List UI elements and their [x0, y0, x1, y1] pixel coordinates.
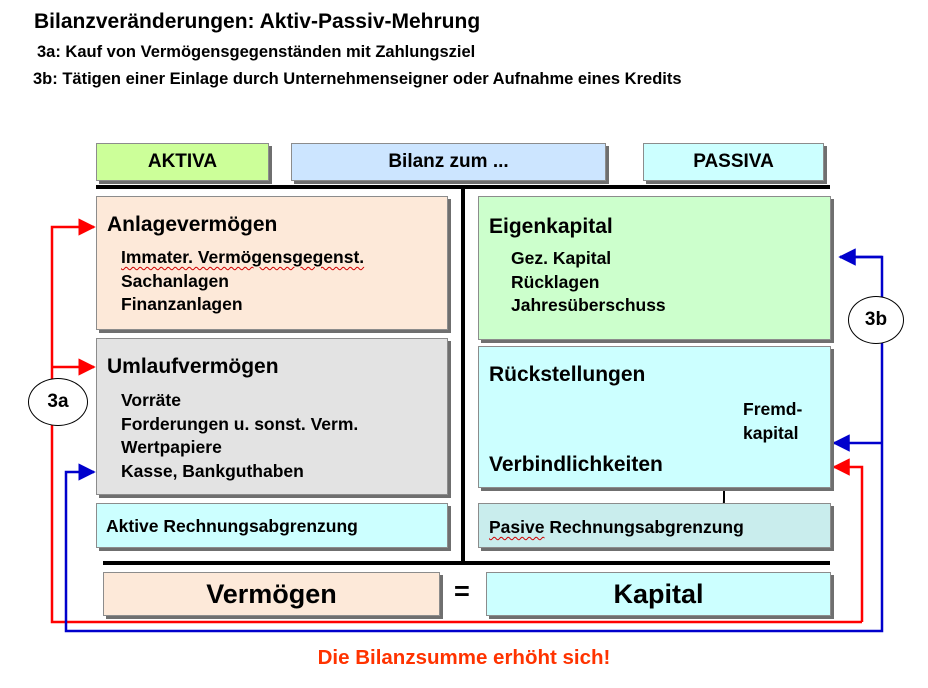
- fremdkapital-label-line1: Fremd-: [743, 399, 803, 419]
- umlauf-item-wertpapiere: Wertpapiere: [121, 437, 222, 457]
- aktiva-header-label: AKTIVA: [147, 151, 218, 172]
- badge-3b: [848, 296, 904, 344]
- subtitle-3a: 3a: Kauf von Vermögensgegenständen mit Zahlungsziel: [37, 43, 476, 61]
- passiva-header: [643, 143, 824, 181]
- eigen-item-jahresueberschuss: Jahresüberschuss: [511, 295, 666, 315]
- aktiva-header: [96, 143, 269, 181]
- anlage-item-immateriell: Immater. Vermögensgegenst.: [121, 247, 365, 267]
- page-title: Bilanzveränderungen: Aktiv-Passiv-Mehrung: [34, 10, 481, 33]
- anlagevermoegen-title: Anlagevermögen: [107, 213, 278, 236]
- rueckstellungen-title: Rückstellungen: [489, 363, 646, 386]
- vermoegen-total-box: [103, 572, 440, 616]
- bilanz-header-label: Bilanz zum ...: [388, 151, 509, 172]
- umlauf-item-kasse: Kasse, Bankguthaben: [121, 460, 304, 481]
- aktive-rechnungsabgrenzung-label: Aktive Rechnungsabgrenzung: [106, 516, 358, 536]
- anlage-item-sachanlagen: Sachanlagen: [121, 270, 229, 291]
- badge-3b-label: 3b: [864, 309, 888, 330]
- anlage-item-finanzanlagen: Finanzanlagen: [121, 294, 243, 314]
- umlaufvermoegen-box: [96, 338, 448, 495]
- red-arrow-verbind: [834, 467, 862, 622]
- eigenkapital-title: Eigenkapital: [489, 215, 613, 238]
- umlauf-item-vorraete: Vorräte: [121, 390, 181, 410]
- eigen-item-gez-kapital: Gez. Kapital: [511, 248, 612, 268]
- aktive-rechnungsabgrenzung-box: [96, 503, 448, 548]
- umlaufvermoegen-title: Umlaufvermögen: [107, 355, 279, 378]
- anlagevermoegen-box: [96, 196, 448, 330]
- passive-rechnungsabgrenzung-box: [478, 503, 831, 548]
- fremdkapital-label-line2: kapital: [743, 423, 799, 443]
- fremdkapital-box: [478, 346, 831, 488]
- eigenkapital-box: [478, 196, 831, 340]
- umlauf-item-forderungen: Forderungen u. sonst. Verm.: [121, 413, 359, 434]
- footer-conclusion: Die Bilanzsumme erhöht sich!: [317, 646, 611, 669]
- equals-sign: =: [454, 576, 470, 606]
- eigen-item-ruecklagen: Rücklagen: [511, 271, 600, 292]
- vermoegen-total-label: Vermögen: [206, 578, 337, 609]
- passiva-header-label: PASSIVA: [693, 151, 774, 172]
- badge-3a-label: 3a: [47, 391, 69, 412]
- bilanz-header: [291, 143, 606, 181]
- kapital-total-box: [486, 572, 831, 616]
- subtitle-3b: 3b: Tätigen einer Einlage durch Unternehmenseigner oder Aufnahme eines Kredits: [33, 70, 682, 88]
- badge-3a: [28, 378, 88, 426]
- kapital-total-label: Kapital: [613, 578, 704, 609]
- passive-rechnungsabgrenzung-label: Pasive Rechnungsabgrenzung: [489, 517, 744, 537]
- verbindlichkeiten-title: Verbindlichkeiten: [489, 453, 663, 476]
